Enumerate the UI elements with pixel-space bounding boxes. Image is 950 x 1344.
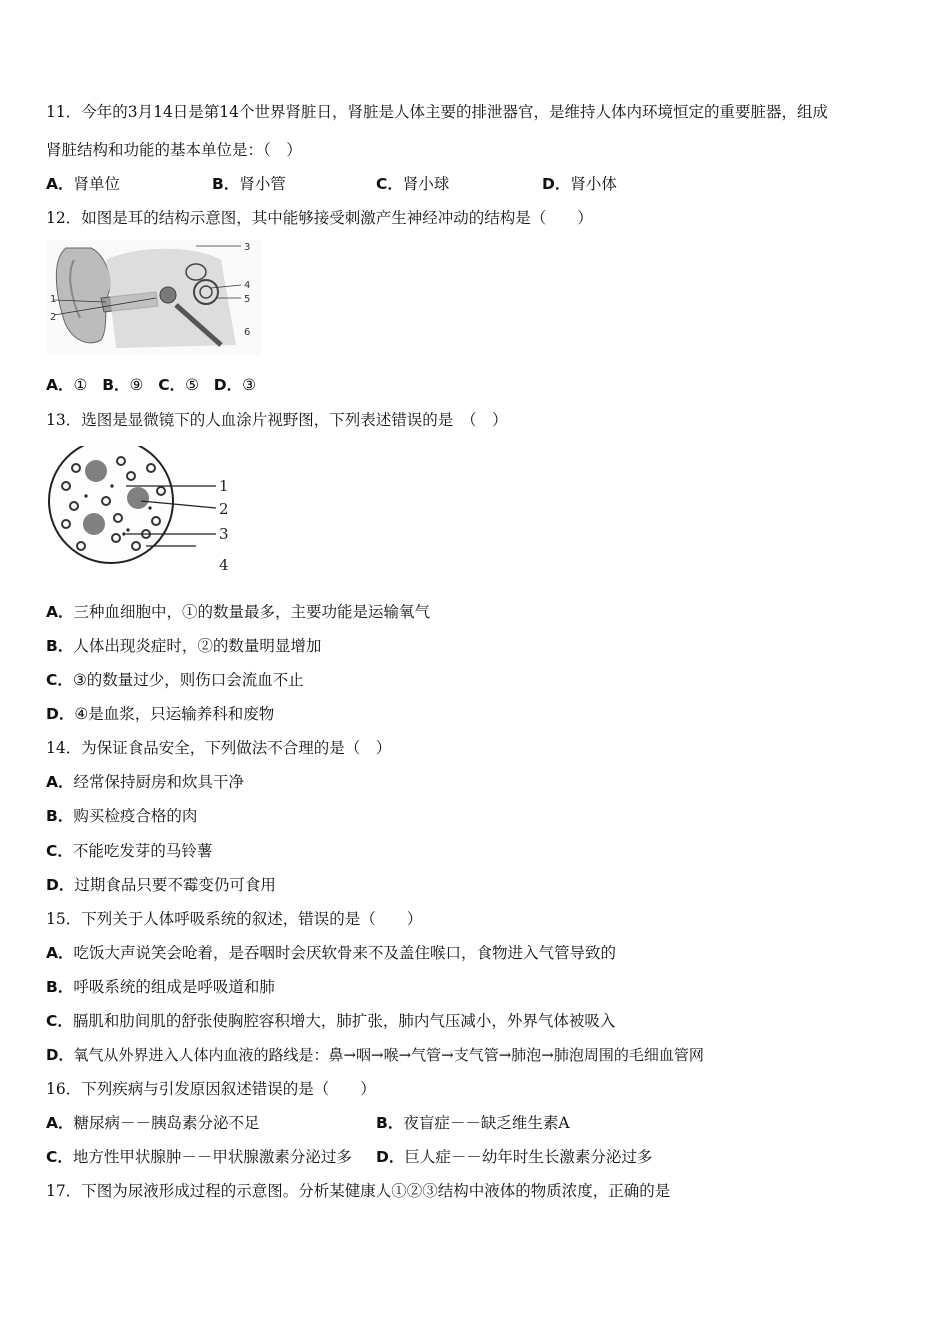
ear-label-4: 4: [244, 280, 251, 291]
q13-option-a: A．三种血细胞中，①的数量最多，主要功能是运输氧气: [46, 603, 431, 621]
ear-label-6: 6: [244, 327, 251, 338]
q14-option-d: D．过期食品只要不霉变仍可食用: [46, 876, 276, 894]
ear-label-2: 2: [50, 312, 57, 323]
q12-option-a: A．①: [46, 376, 88, 394]
q17-stem: 17．下图为尿液形成过程的示意图。分析某健康人①②③结构中液体的物质浓度，正确的是: [46, 1182, 671, 1200]
blood-label-3: 3: [219, 525, 229, 543]
q12-options: [46, 375, 256, 395]
q13-option-b: B．人体出现炎症时，②的数量明显增加: [46, 637, 322, 655]
q11-option-d: D．肾小体: [542, 175, 617, 193]
ear-label-3: 3: [244, 242, 251, 253]
q12-option-c: C．⑤: [158, 376, 199, 394]
q15-stem: 15．下列关于人体呼吸系统的叙述，错误的是（ ）: [46, 910, 423, 928]
q16-option-c: C．地方性甲状腺肿－－甲状腺激素分泌过多: [46, 1148, 352, 1166]
q15-option-b: B．呼吸系统的组成是呼吸道和肺: [46, 978, 275, 996]
blood-label-1: 1: [219, 477, 229, 495]
q16-option-d: D．巨人症－－幼年时生长激素分泌过多: [376, 1148, 653, 1166]
ear-label-5: 5: [244, 294, 251, 305]
q14-stem: 14．为保证食品安全，下列做法不合理的是（ ）: [46, 739, 392, 757]
white-blood-cell: [127, 487, 149, 509]
q12-stem: 12．如图是耳的结构示意图，其中能够接受刺激产生神经冲动的结构是（ ）: [46, 209, 593, 227]
q14-option-c: C．不能吃发芽的马铃薯: [46, 842, 213, 860]
blood-label-2: 2: [219, 500, 229, 518]
ear-structure-figure: [46, 240, 261, 355]
q15-option-a: A．吃饭大声说笑会呛着，是吞咽时会厌软骨来不及盖住喉口，食物进入气管导致的: [46, 944, 617, 962]
q14-option-b: B．购买检疫合格的肉: [46, 807, 198, 825]
q11-stem-line2: 肾脏结构和功能的基本单位是：（ ）: [46, 141, 302, 159]
white-blood-cell: [83, 513, 105, 535]
blood-label-4: 4: [219, 556, 229, 574]
q11-option-b: B．肾小管: [212, 175, 286, 193]
q12-option-d: D．③: [213, 376, 257, 394]
q11-option-a: A．肾单位: [46, 175, 121, 193]
q16-stem: 16．下列疾病与引发原因叙述错误的是（ ）: [46, 1080, 376, 1098]
q11-option-c: C．肾小球: [376, 175, 450, 193]
q16-option-b: B．夜盲症－－缺乏维生素A: [376, 1114, 570, 1132]
q13-option-d: D．④是血浆，只运输养科和废物: [46, 705, 275, 723]
q14-option-a: A．经常保持厨房和炊具干净: [46, 773, 245, 791]
q16-option-a: A．糖尿病－－胰岛素分泌不足: [46, 1114, 260, 1132]
q15-option-d: D．氧气从外界进入人体内血液的路线是：鼻→咽→喉→气管→支气管→肺泡→肺泡周围的毛细血管网: [46, 1046, 704, 1064]
q13-stem: 13．选图是显微镜下的人血涂片视野图，下列表述错误的是 （ ）: [46, 411, 508, 429]
q12-option-b: B．⑨: [102, 376, 144, 394]
q13-option-c: C．③的数量过少，则伤口会流血不止: [46, 671, 304, 689]
white-blood-cell: [85, 460, 107, 482]
blood-smear-figure: [46, 446, 246, 576]
q15-option-c: C．膈肌和肋间肌的舒张使胸腔容积增大，肺扩张，肺内气压减小，外界气体被吸入: [46, 1012, 616, 1030]
ear-label-1: 1: [50, 294, 57, 305]
q11-stem-line1: 11．今年的3月14日是第14个世界肾脏日，肾脏是人体主要的排泄器官，是维持人体内环境恒定的重要脏器，组成: [46, 103, 829, 121]
